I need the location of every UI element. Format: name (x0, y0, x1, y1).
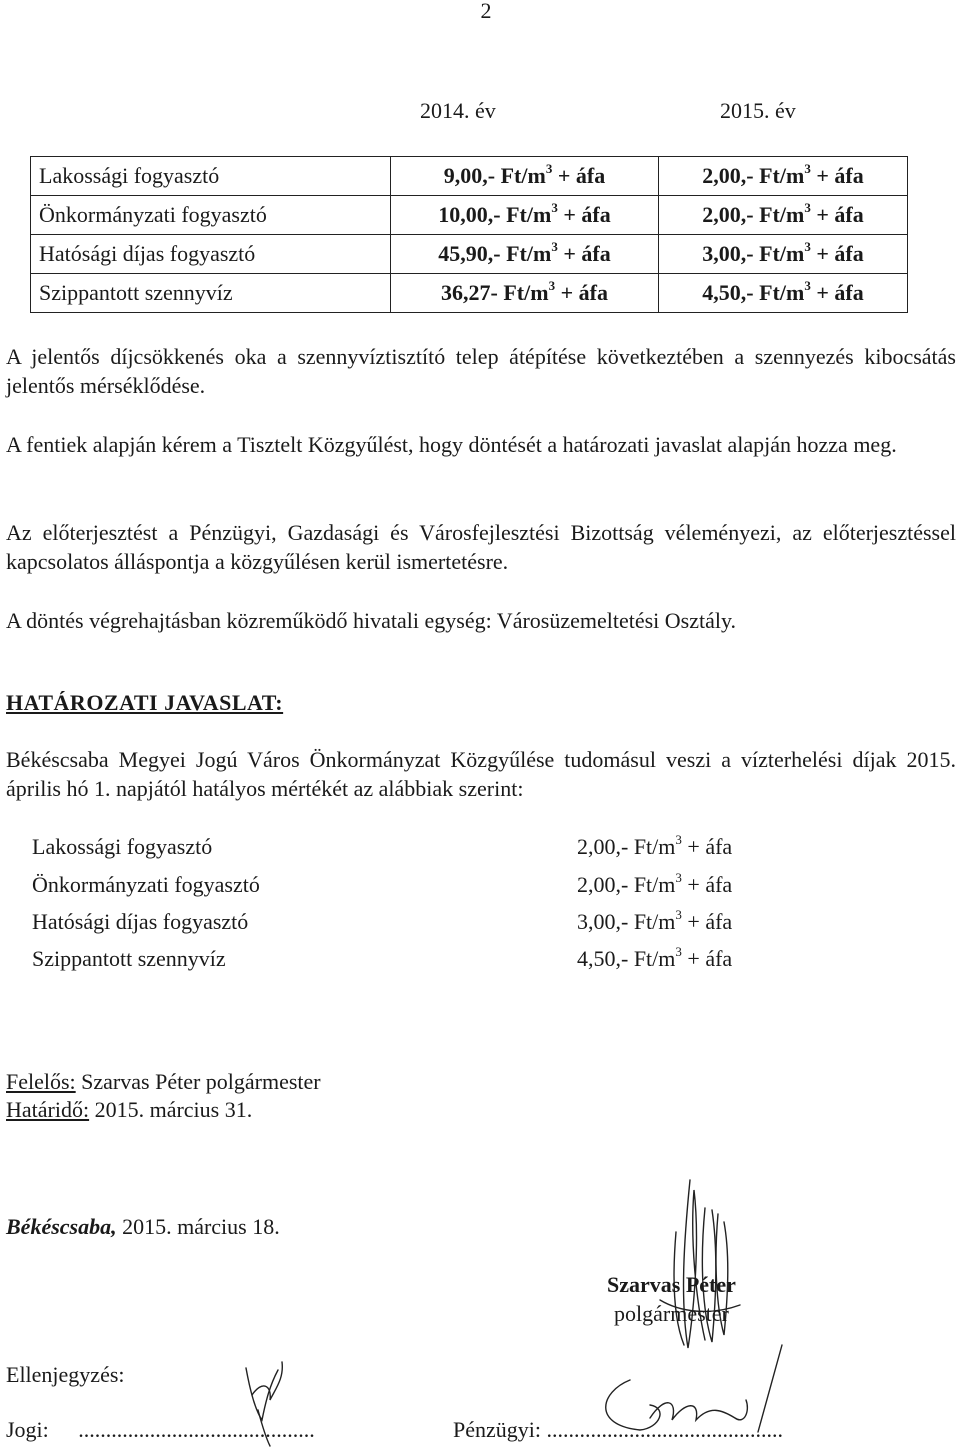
finance-label: Pénzügyi: (453, 1417, 541, 1442)
legal-countersign (6, 1417, 315, 1443)
countersign-heading: Ellenjegyzés: (6, 1362, 125, 1387)
table-row (31, 157, 908, 196)
resolution-heading: HATÁROZATI JAVASLAT: (6, 690, 284, 715)
finance-signature-line: ........................................... (546, 1417, 783, 1442)
date: 2015. március 18. (116, 1214, 280, 1239)
signatory-name: Szarvas Péter (607, 1272, 736, 1297)
page-number: 2 (480, 0, 492, 23)
rate-2014: 36,27- $Ft/m^3$ + áfa (391, 274, 659, 313)
rate-label: Hatósági díjas fogyasztó (31, 235, 391, 274)
legal-label: Jogi: (6, 1417, 49, 1442)
year-2015-header: 2015. év (720, 98, 796, 123)
list-item-label: Szippantott szennyvíz (32, 946, 226, 971)
signatory-title: polgármester (614, 1301, 729, 1326)
rates-table (30, 156, 908, 313)
rate-2014: 45,90,- $Ft/m^3$ + áfa (391, 235, 659, 274)
paragraph-reason: A jelentős díjcsökkenés oka a szennyvíztisztító telep átépítése következtében a szennyezés kibocsátás jelentős mérséklődése. (6, 344, 956, 398)
paragraph-committee: Az előterjesztést a Pénzügyi, Gazdasági és Városfejlesztési Bizottság véleményezi, az előterjesztéssel kapcsolatos álláspontja a közgyűlésen kerül ismertetésre. (6, 520, 956, 574)
deadline-label: Határidő: (6, 1097, 90, 1122)
deadline-value: 2015. március 31. (89, 1097, 253, 1122)
finance-countersign (453, 1417, 783, 1443)
responsible-label: Felelős: (6, 1069, 76, 1094)
table-row (31, 274, 908, 313)
list-item-label: Hatósági díjas fogyasztó (32, 909, 249, 934)
rate-2014: 10,00,- $Ft/m^3$ + áfa (391, 196, 659, 235)
responsible-value: Szarvas Péter polgármester (75, 1069, 321, 1094)
list-item-value: 2,00,- $Ft/m^3$ + áfa (577, 869, 733, 897)
rate-2015: 2,00,- $Ft/m^3$ + áfa (659, 196, 908, 235)
rate-2014: 9,00,- $Ft/m^3$ + áfa (391, 157, 659, 196)
paragraph-department: A döntés végrehajtásban közreműködő hivatali egység: Városüzemeltetési Osztály. (6, 608, 737, 633)
deadline-line (6, 1097, 252, 1123)
rate-2015: 2,00,- $Ft/m^3$ + áfa (659, 157, 908, 196)
place: Békéscsaba, (6, 1214, 117, 1239)
resolution-text: Békéscsaba Megyei Jogú Város Önkormányzat Közgyűlése tudomásul veszi a vízterhelési díjak 2015. április hó 1. napjától hatályos mértékét az alábbiak szerint: (6, 747, 956, 801)
table-row (31, 196, 908, 235)
list-item-label: Önkormányzati fogyasztó (32, 872, 260, 897)
rate-label: Szippantott szennyvíz (31, 274, 391, 313)
list-item-value: 2,00,- $Ft/m^3$ + áfa (577, 831, 733, 859)
legal-signature-line: ........................................... (78, 1417, 315, 1442)
rate-label: Önkormányzati fogyasztó (31, 196, 391, 235)
rate-2015: 4,50,- $Ft/m^3$ + áfa (659, 274, 908, 313)
paragraph-request: A fentiek alapján kérem a Tisztelt Közgyűlést, hogy döntését a határozati javaslat alapján hozza meg. (6, 432, 897, 457)
list-item-value: 3,00,- $Ft/m^3$ + áfa (577, 906, 733, 934)
rate-label: Lakossági fogyasztó (31, 157, 391, 196)
table-row (31, 235, 908, 274)
rate-2015: 3,00,- $Ft/m^3$ + áfa (659, 235, 908, 274)
list-item-value: 4,50,- $Ft/m^3$ + áfa (577, 943, 733, 971)
responsible-line (6, 1069, 321, 1095)
year-2014-header: 2014. év (420, 98, 496, 123)
place-date-line (6, 1214, 280, 1240)
list-item-label: Lakossági fogyasztó (32, 834, 213, 859)
